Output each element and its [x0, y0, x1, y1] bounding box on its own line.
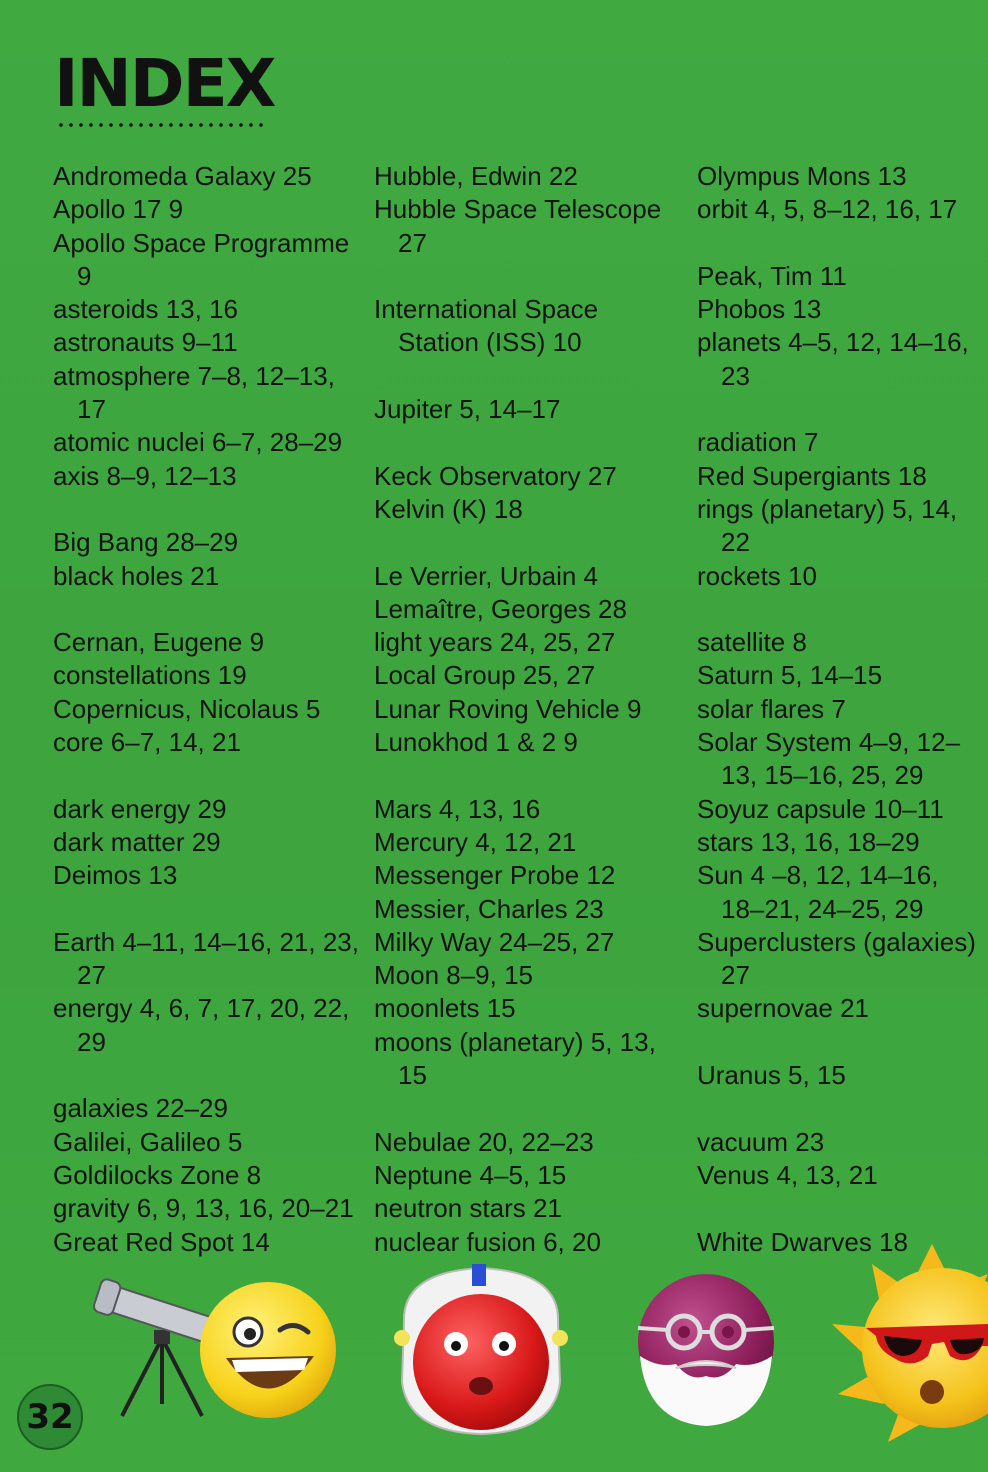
index-entry: Superclusters (galaxies) 27	[697, 926, 976, 991]
index-entry: Lunokhod 1 & 2 9	[374, 727, 578, 758]
index-entry: Great Red Spot 14	[53, 1226, 270, 1257]
index-entry: Big Bang 28–29	[53, 527, 239, 558]
index-gap	[53, 593, 363, 626]
index-entry: Neptune 4–5, 15	[374, 1159, 567, 1190]
index-entry: atomic nuclei 6–7, 28–29	[53, 427, 343, 458]
index-entry: core 6–7, 14, 21	[53, 727, 241, 758]
index-entry: Keck Observatory 27	[374, 460, 617, 491]
index-gap	[697, 393, 987, 426]
index-entry: atmosphere 7–8, 12–13, 17	[53, 360, 335, 425]
purple-scientist-emoji-icon	[636, 1272, 776, 1428]
index-entry: asteroids 13, 16	[53, 294, 239, 325]
index-gap	[374, 260, 684, 293]
index-gap	[697, 593, 987, 626]
index-entry: black holes 21	[53, 560, 220, 591]
index-entry: energy 4, 6, 7, 17, 20, 22, 29	[53, 993, 350, 1057]
index-entry: constellations 19	[53, 660, 247, 691]
index-entry: Sun 4 –8, 12, 14–16, 18–21, 24–25, 29	[697, 860, 939, 924]
index-gap	[697, 1192, 987, 1225]
index-entry: Solar System 4–9, 12–13, 15–16, 25, 29	[697, 727, 961, 791]
index-entry: Messier, Charles 23	[374, 893, 604, 924]
index-entry: Venus 4, 13, 21	[697, 1159, 878, 1190]
index-entry: dark matter 29	[53, 826, 221, 857]
index-entry: rockets 10	[697, 560, 817, 591]
index-entry: International Space Station (ISS) 10	[374, 294, 599, 358]
index-entry: Messenger Probe 12	[374, 860, 616, 891]
index-entry: axis 8–9, 12–13	[53, 460, 237, 491]
index-entry: Jupiter 5, 14–17	[374, 394, 561, 425]
index-entry: Apollo Space Programme 9	[53, 227, 350, 291]
index-entry: neutron stars 21	[374, 1193, 562, 1224]
index-entry: Goldilocks Zone 8	[53, 1159, 262, 1190]
page-number-badge: 32	[17, 1384, 83, 1450]
index-entry: Le Verrier, Urbain 4	[374, 560, 599, 591]
index-entry: Phobos 13	[697, 294, 822, 325]
index-entry: rings (planetary) 5, 14, 22	[697, 493, 958, 558]
index-gap	[53, 759, 363, 792]
index-entry: solar flares 7	[697, 693, 846, 724]
index-entry: Hubble, Edwin 22	[374, 161, 578, 191]
index-gap	[53, 493, 363, 526]
index-entry: Kelvin (K) 18	[374, 493, 523, 524]
index-gap	[697, 1092, 987, 1125]
index-gap	[374, 426, 684, 459]
index-entry: Milky Way 24–25, 27	[374, 926, 615, 957]
index-entry: Galilei, Galileo 5	[53, 1126, 243, 1157]
index-gap	[374, 526, 684, 559]
index-entry: Nebulae 20, 22–23	[374, 1126, 594, 1157]
index-entry: Andromeda Galaxy 25	[53, 161, 312, 191]
index-gap	[53, 893, 363, 926]
index-entry: Cernan, Eugene 9	[53, 627, 265, 658]
index-entry: planets 4–5, 12, 14–16, 23	[697, 327, 969, 391]
index-entry: vacuum 23	[697, 1126, 825, 1157]
title-dotted-underline	[56, 122, 266, 128]
index-column-3	[697, 160, 987, 1259]
winking-emoji-icon	[198, 1280, 338, 1420]
index-entry: satellite 8	[697, 627, 807, 658]
index-entry: moons (planetary) 5, 13, 15	[374, 1026, 656, 1091]
index-entry: Peak, Tim 11	[697, 260, 847, 291]
index-entry: Earth 4–11, 14–16, 21, 23, 27	[53, 926, 359, 991]
index-entry: supernovae 21	[697, 993, 870, 1024]
index-entry: Soyuz capsule 10–11	[697, 793, 944, 824]
index-entry: Moon 8–9, 15	[374, 960, 534, 991]
index-entry: Local Group 25, 27	[374, 660, 596, 691]
index-entry: White Dwarves 18	[697, 1226, 908, 1257]
index-entry: astronauts 9–11	[53, 327, 238, 358]
index-entry: Red Supergiants 18	[697, 460, 927, 491]
index-entry: Mercury 4, 12, 21	[374, 826, 577, 857]
index-entry: Lunar Roving Vehicle 9	[374, 693, 642, 724]
index-entry: Olympus Mons 13	[697, 161, 907, 191]
sun-with-sunglasses-icon	[832, 1244, 988, 1444]
index-gap	[697, 227, 987, 260]
index-column-1	[53, 160, 363, 1259]
index-entry: light years 24, 25, 27	[374, 627, 616, 658]
index-entry: stars 13, 16, 18–29	[697, 826, 920, 857]
index-column-2	[374, 160, 684, 1259]
index-entry: nuclear fusion 6, 20	[374, 1226, 601, 1257]
index-entry: galaxies 22–29	[53, 1093, 228, 1124]
index-gap	[374, 759, 684, 792]
index-entry: orbit 4, 5, 8–12, 16, 17	[697, 194, 958, 225]
index-entry: Deimos 13	[53, 860, 178, 891]
index-entry: Copernicus, Nicolaus 5	[53, 693, 321, 724]
index-entry: radiation 7	[697, 427, 819, 458]
index-gap	[374, 1092, 684, 1125]
index-entry: gravity 6, 9, 13, 16, 20–21	[53, 1193, 354, 1224]
index-entry: Lemaître, Georges 28	[374, 593, 627, 624]
index-entry: Apollo 17 9	[53, 194, 184, 225]
index-gap	[53, 1059, 363, 1092]
page-title: INDEX	[54, 45, 275, 122]
index-entry: Uranus 5, 15	[697, 1060, 846, 1091]
index-gap	[697, 1026, 987, 1059]
index-entry: Hubble Space Telescope 27	[374, 194, 662, 258]
index-entry: dark energy 29	[53, 793, 227, 824]
index-entry: moonlets 15	[374, 993, 516, 1024]
red-astronaut-emoji-icon	[384, 1262, 578, 1438]
index-gap	[374, 360, 684, 393]
index-entry: Saturn 5, 14–15	[697, 660, 883, 691]
index-entry: Mars 4, 13, 16	[374, 793, 541, 824]
